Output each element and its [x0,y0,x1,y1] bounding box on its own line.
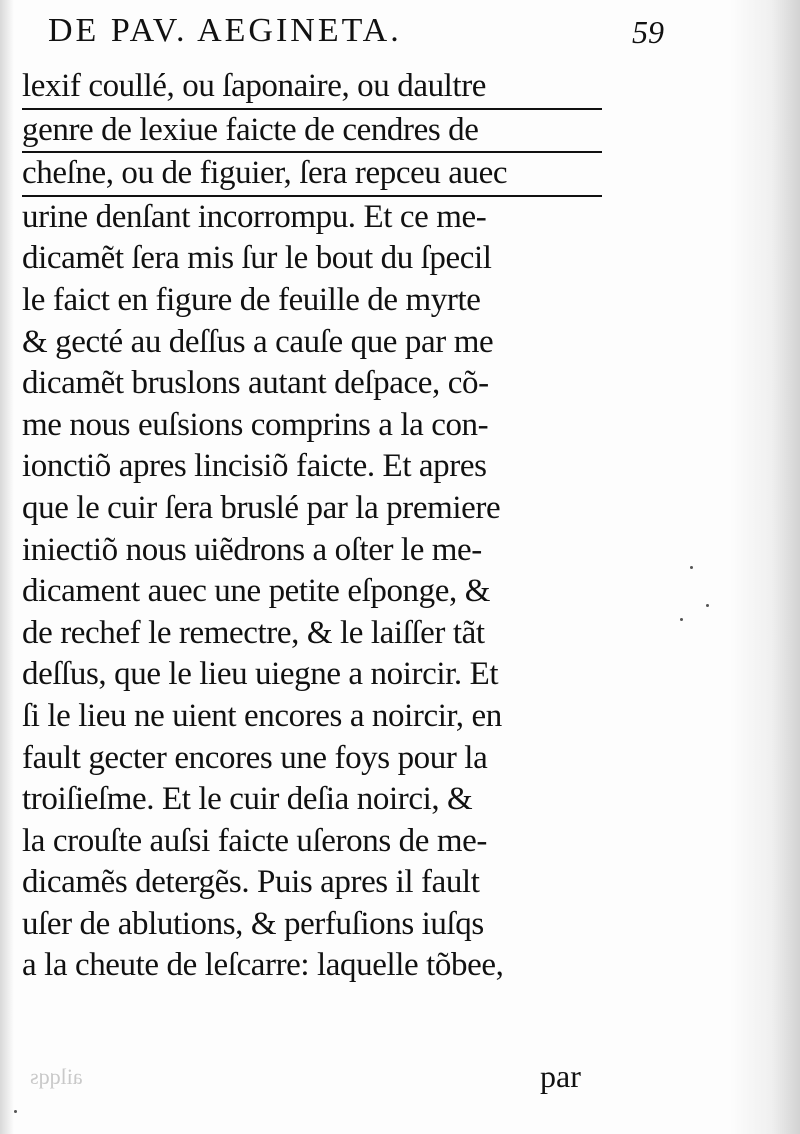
text-line: dicament auec une petite eſponge, & [22,573,490,610]
ink-speck [680,618,683,621]
catchword: par [540,1058,581,1094]
text-line: de rechef le remectre, & le laiſſer tãt [22,614,485,651]
page-edge-shading [730,0,800,1134]
text-line: dicamẽt ſera mis ſur le bout du ſpecil [22,240,492,277]
text-line: ionctiõ apres lincisiõ faicte. Et apres [22,448,487,485]
running-title: DE PAV. AEGINETA. [48,12,402,49]
text-line: que le cuir ſera bruslé par la premiere [22,489,501,526]
text-line: lexif coullé, ou ſaponaire, ou daultre [22,66,602,110]
page-gutter-shadow [0,0,14,1134]
page-number: 59 [632,14,664,50]
text-line: dicamẽs detergẽs. Puis apres il fault [22,864,480,901]
text-line: uſer de ablutions, & perfuſions iuſqs [22,905,484,942]
ink-speck [14,1110,17,1113]
text-line: & gecté au deſſus a cauſe que par me [22,323,494,360]
text-line: dicamẽt bruslons autant deſpace, cõ- [22,365,489,402]
text-line: me nous euſsions comprins a la con- [22,406,489,443]
text-line: troiſieſme. Et le cuir deſia noirci, & [22,781,473,818]
ink-speck [690,566,693,569]
body-text [22,66,602,987]
text-line: iniectiõ nous uiẽdrons a oſter le me- [22,531,482,568]
text-line: deſſus, que le lieu uiegne a noircir. Et [22,656,499,693]
text-line: urine denſant incorrompu. Et ce me- [22,198,487,235]
ink-speck [706,604,709,607]
text-line: la crouſte auſsi faicte uſerons de me- [22,822,487,859]
bleed-through-text: ailqqs [30,1064,83,1089]
text-line: cheſne, ou de figuier, ſera repceu auec [22,153,602,197]
text-line: a la cheute de leſcarre: laquelle tõbee, [22,947,504,984]
text-line: fault gecter encores une foys pour la [22,739,488,776]
text-line: le faict en figure de feuille de myrte [22,281,481,318]
text-line: ſi le lieu ne uient encores a noircir, en [22,697,502,734]
text-line: genre de lexiue faicte de cendres de [22,110,602,154]
